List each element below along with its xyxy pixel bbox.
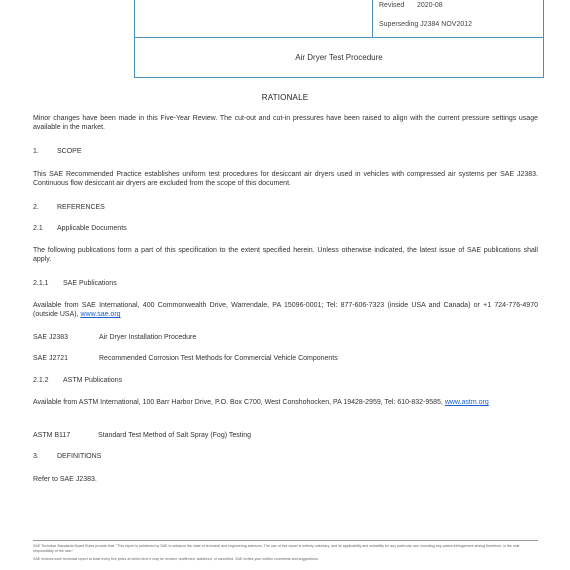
applicable-documents-text: The following publications form a part of this specification to the extent specified herein. Unless otherwise indicated, the latest issue of SAE publications shall apply. [33, 247, 538, 264]
definitions-text: Refer to SAE J2383. [33, 476, 97, 483]
astm-publications-text [33, 398, 538, 407]
reference-code: SAE J2383 [33, 334, 69, 341]
rationale-text: Minor changes have been made in this Five-Year Review. The cut-out and cut-in pressures have been raised to align with the current pressure settings usage available in the market. [33, 115, 538, 132]
astm-publications-heading [33, 377, 122, 384]
revised-label: Revised [379, 2, 405, 9]
sae-publications-title: SAE Publications [63, 280, 117, 287]
applicable-documents-number: 2.1 [33, 225, 43, 232]
revised-row [379, 2, 443, 9]
references-title: REFERENCES [57, 204, 105, 211]
footer-divider [33, 540, 538, 541]
applicable-documents-title: Applicable Documents [57, 225, 127, 232]
references-number: 2. [33, 204, 39, 211]
scope-title: SCOPE [57, 148, 82, 155]
sae-website-link[interactable]: www.sae.org [80, 311, 121, 319]
reference-item-sae-j2721 [33, 355, 338, 362]
sae-publications-heading [33, 280, 117, 287]
document-header-box [134, 0, 544, 78]
reference-title: Air Dryer Installation Procedure [99, 334, 197, 341]
footer-note-1: SAE Technical Standards Board Rules provide that: "This report is published by SAE to advance the state of technical and engineering sciences. The use of this report is entirely voluntary, and its applicability and suitability for any particular use, including any patent infringement arising therefrom, is the sole responsibility of the user." [33, 544, 520, 553]
reference-title: Standard Test Method of Salt Spray (Fog) Testing [98, 432, 252, 439]
references-heading [33, 204, 105, 211]
definitions-heading [33, 453, 101, 460]
definitions-title: DEFINITIONS [57, 453, 102, 460]
reference-title: Recommended Corrosion Test Methods for Commercial Vehicle Components [99, 355, 338, 362]
footer-note-2: SAE reviews each technical report at least every five years at which time it may be revised, reaffirmed, stabilized, or cancelled. SAE invites your written comments and suggestions. [33, 557, 319, 561]
sae-publications-text [33, 301, 538, 320]
header-row-divider [135, 37, 543, 38]
reference-item-sae-j2383 [33, 334, 196, 341]
scope-heading [33, 148, 82, 155]
rationale-heading: RATIONALE [261, 93, 309, 102]
applicable-documents-heading [33, 225, 127, 232]
superseding-text: Superseding J2384 NOV2012 [379, 21, 473, 28]
definitions-number: 3. [33, 453, 39, 460]
reference-code: ASTM B117 [33, 432, 71, 439]
document-title: Air Dryer Test Procedure [295, 53, 383, 62]
astm-publications-number: 2.1.2 [33, 377, 49, 384]
sae-publications-number: 2.1.1 [33, 280, 49, 287]
superseding-row [379, 21, 472, 28]
scope-number: 1. [33, 148, 39, 155]
astm-address-text: Available from ASTM International, 100 Barr Harbor Drive, P.O. Box C700, West Conshohocken, PA 19428-2959, Tel: 610-832-9585, [33, 399, 445, 406]
reference-code: SAE J2721 [33, 355, 69, 362]
astm-website-link[interactable]: www.astm.org [444, 399, 489, 406]
astm-publications-title: ASTM Publications [63, 377, 123, 384]
revised-value: 2020-08 [416, 2, 443, 9]
scope-text: This SAE Recommended Practice establishes uniform test procedures for desiccant air dryers used in vehicles with compressed air systems per SAE J2383. Continuous flow desiccant air dryers are excluded from the scope of this document. [33, 171, 538, 188]
header-column-divider [372, 0, 373, 37]
reference-item-astm-b117 [33, 432, 251, 439]
sae-address-text: Available from SAE International, 400 Commonwealth Drive, Warrendale, PA 15096-0001; Tel: 877-606-7323 (inside USA and Canada) or +1 724-776-4970 (outside USA), [33, 302, 538, 319]
